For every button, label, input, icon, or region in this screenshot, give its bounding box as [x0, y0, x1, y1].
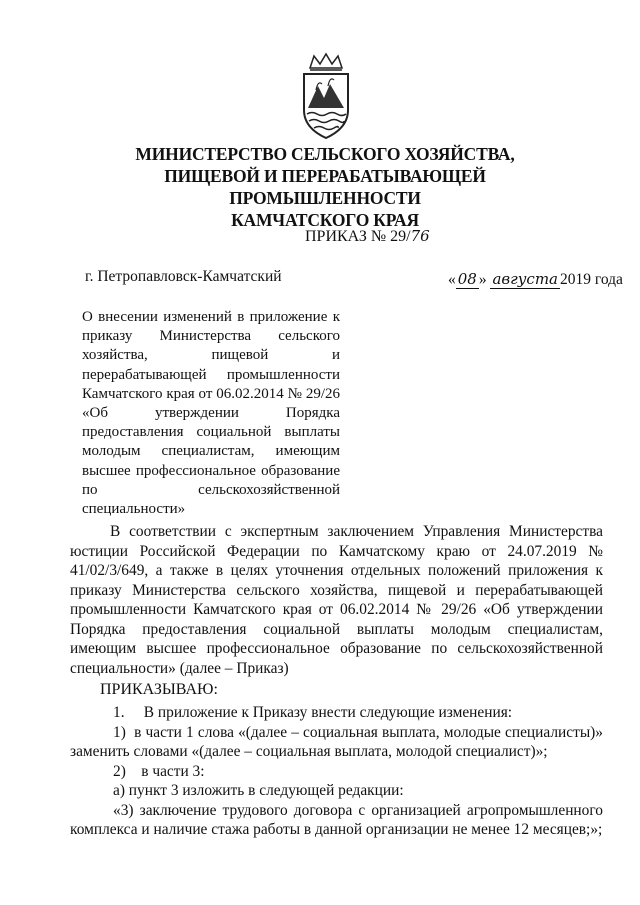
- order-items: [70, 703, 603, 840]
- order-date: « 08 » августа 2019 года: [448, 270, 623, 288]
- kamchatka-coat-of-arms-icon: [298, 50, 354, 142]
- ministry-title: [120, 143, 530, 231]
- ministry-line-1: МИНИСТЕРСТВО СЕЛЬСКОГО ХОЗЯЙСТВА,: [135, 144, 515, 164]
- item-1-2: 2) в части 3:: [113, 762, 205, 780]
- order-label: ПРИКАЗ № 29/: [305, 228, 411, 245]
- ministry-line-2: ПИЩЕВОЙ И ПЕРЕРАБАТЫВАЮЩЕЙ ПРОМЫШЛЕННОСТИ: [164, 166, 486, 208]
- date-month-handwritten: августа: [492, 270, 558, 288]
- date-year: 2019 года: [560, 271, 623, 288]
- date-day-handwritten: 08: [457, 270, 477, 288]
- item-1-1: 1) в части 1 слова «(далее – социальная выплата, молодые специалисты)» заменить словами «(далее – социальная выплата, молодой специалист)»;: [70, 723, 603, 760]
- preamble-paragraph: В соответствии с экспертным заключением Управления Министерства юстиции Российской Федерации по Камчатскому краю от 24.07.2019 № 41/02/3/649, а также в целях уточнения отдельных положений приложения к приказу Министерства сельского хозяйства, пищевой и перерабатывающей промышленности Камчатского края от 06.02.2014 № 29/26 «Об утверждении Порядка предоставления социальной выплаты молодым специалистам, имеющим высшее профессиональное образование по сельскохозяйственной специальности» (далее – Приказ): [70, 523, 603, 677]
- order-title: [305, 227, 430, 246]
- item-1: 1. В приложение к Приказу внести следующие изменения:: [113, 704, 513, 721]
- item-1-2-a-text: «3) заключение трудового договора с организацией агропромышленного комплекса и наличие стажа работы в данной организации не менее 12 месяцев;»;: [70, 801, 603, 838]
- ministry-line-3: КАМЧАТСКОГО КРАЯ: [231, 210, 419, 230]
- order-number-handwritten: 76: [410, 227, 430, 245]
- city-line: г. Петропавловск-Камчатский: [85, 268, 282, 285]
- order-word: ПРИКАЗЫВАЮ:: [100, 681, 218, 698]
- order-subject: О внесении изменений в приложение к приказу Министерства сельского хозяйства, пищевой и перерабатывающей промышленности Камчатского края от 06.02.2014 № 29/26 «Об утверждении Порядка предоставления социальной выплаты молодым специалистам, имеющим высшее профессиональное образование по сельскохозяйственной специальности»: [82, 309, 340, 518]
- preamble: [70, 522, 603, 678]
- item-1-2-a: а) пункт 3 изложить в следующей редакции:: [113, 782, 404, 799]
